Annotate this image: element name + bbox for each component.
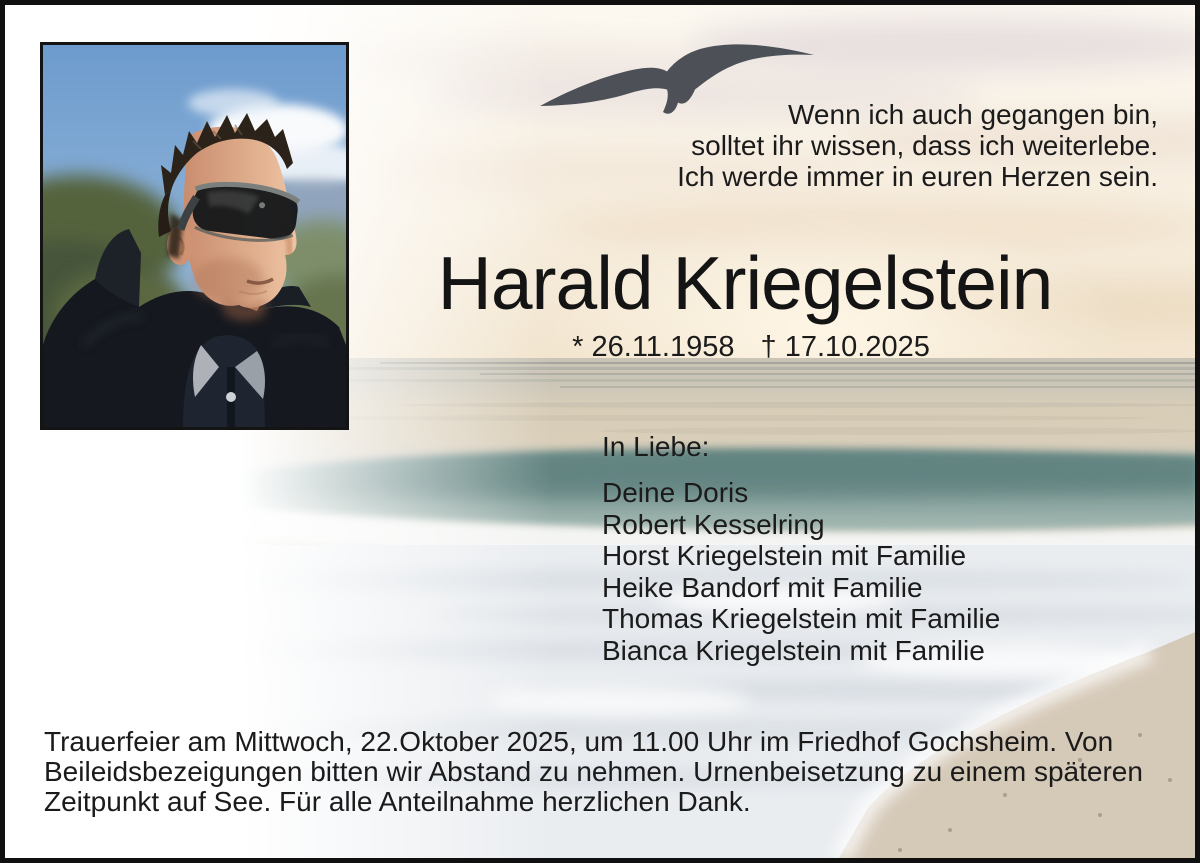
mourner-name: Heike Bandorf mit Familie [602,571,923,603]
mourner-name: Thomas Kriegelstein mit Familie [602,603,1001,634]
life-dates [572,331,930,364]
funeral-info-line: Trauerfeier am Mittwoch, 22.Oktober 2025, um 11.00 Uhr im Friedhof Gochsheim. Von [44,726,1114,757]
portrait-photo [40,42,349,430]
mourner-name: Bianca Kriegelstein mit Familie [602,634,985,666]
deceased-name: Harald Kriegelstein [437,241,1053,325]
mourner-name: Robert Kesselring [602,508,825,540]
birth-date: * 26.11.1958 [572,331,735,363]
mourner-name: Horst Kriegelstein mit Familie [602,540,967,571]
portrait-photo-image [43,45,346,427]
memorial-quote [677,99,1158,192]
quote-line: Ich werde immer in euren Herzen sein. [677,161,1158,192]
quote-line: Wenn ich auch gegangen bin, [788,99,1158,130]
condolence-heading: In Liebe: [602,431,710,462]
funeral-info-line: Beileidsbezeigungen bitten wir Abstand zu nehmen. Urnenbeisetzung zu einem späteren [44,756,1143,787]
quote-line: solltet ihr wissen, dass ich weiterlebe. [691,130,1158,161]
death-date: † 17.10.2025 [760,331,930,363]
mourners-list [602,477,1000,666]
funeral-info-line: Zeitpunkt auf See. Für alle Anteilnahme herzlichen Dank. [44,786,751,817]
funeral-info [44,727,1143,817]
mourner-name: Deine Doris [602,477,749,508]
